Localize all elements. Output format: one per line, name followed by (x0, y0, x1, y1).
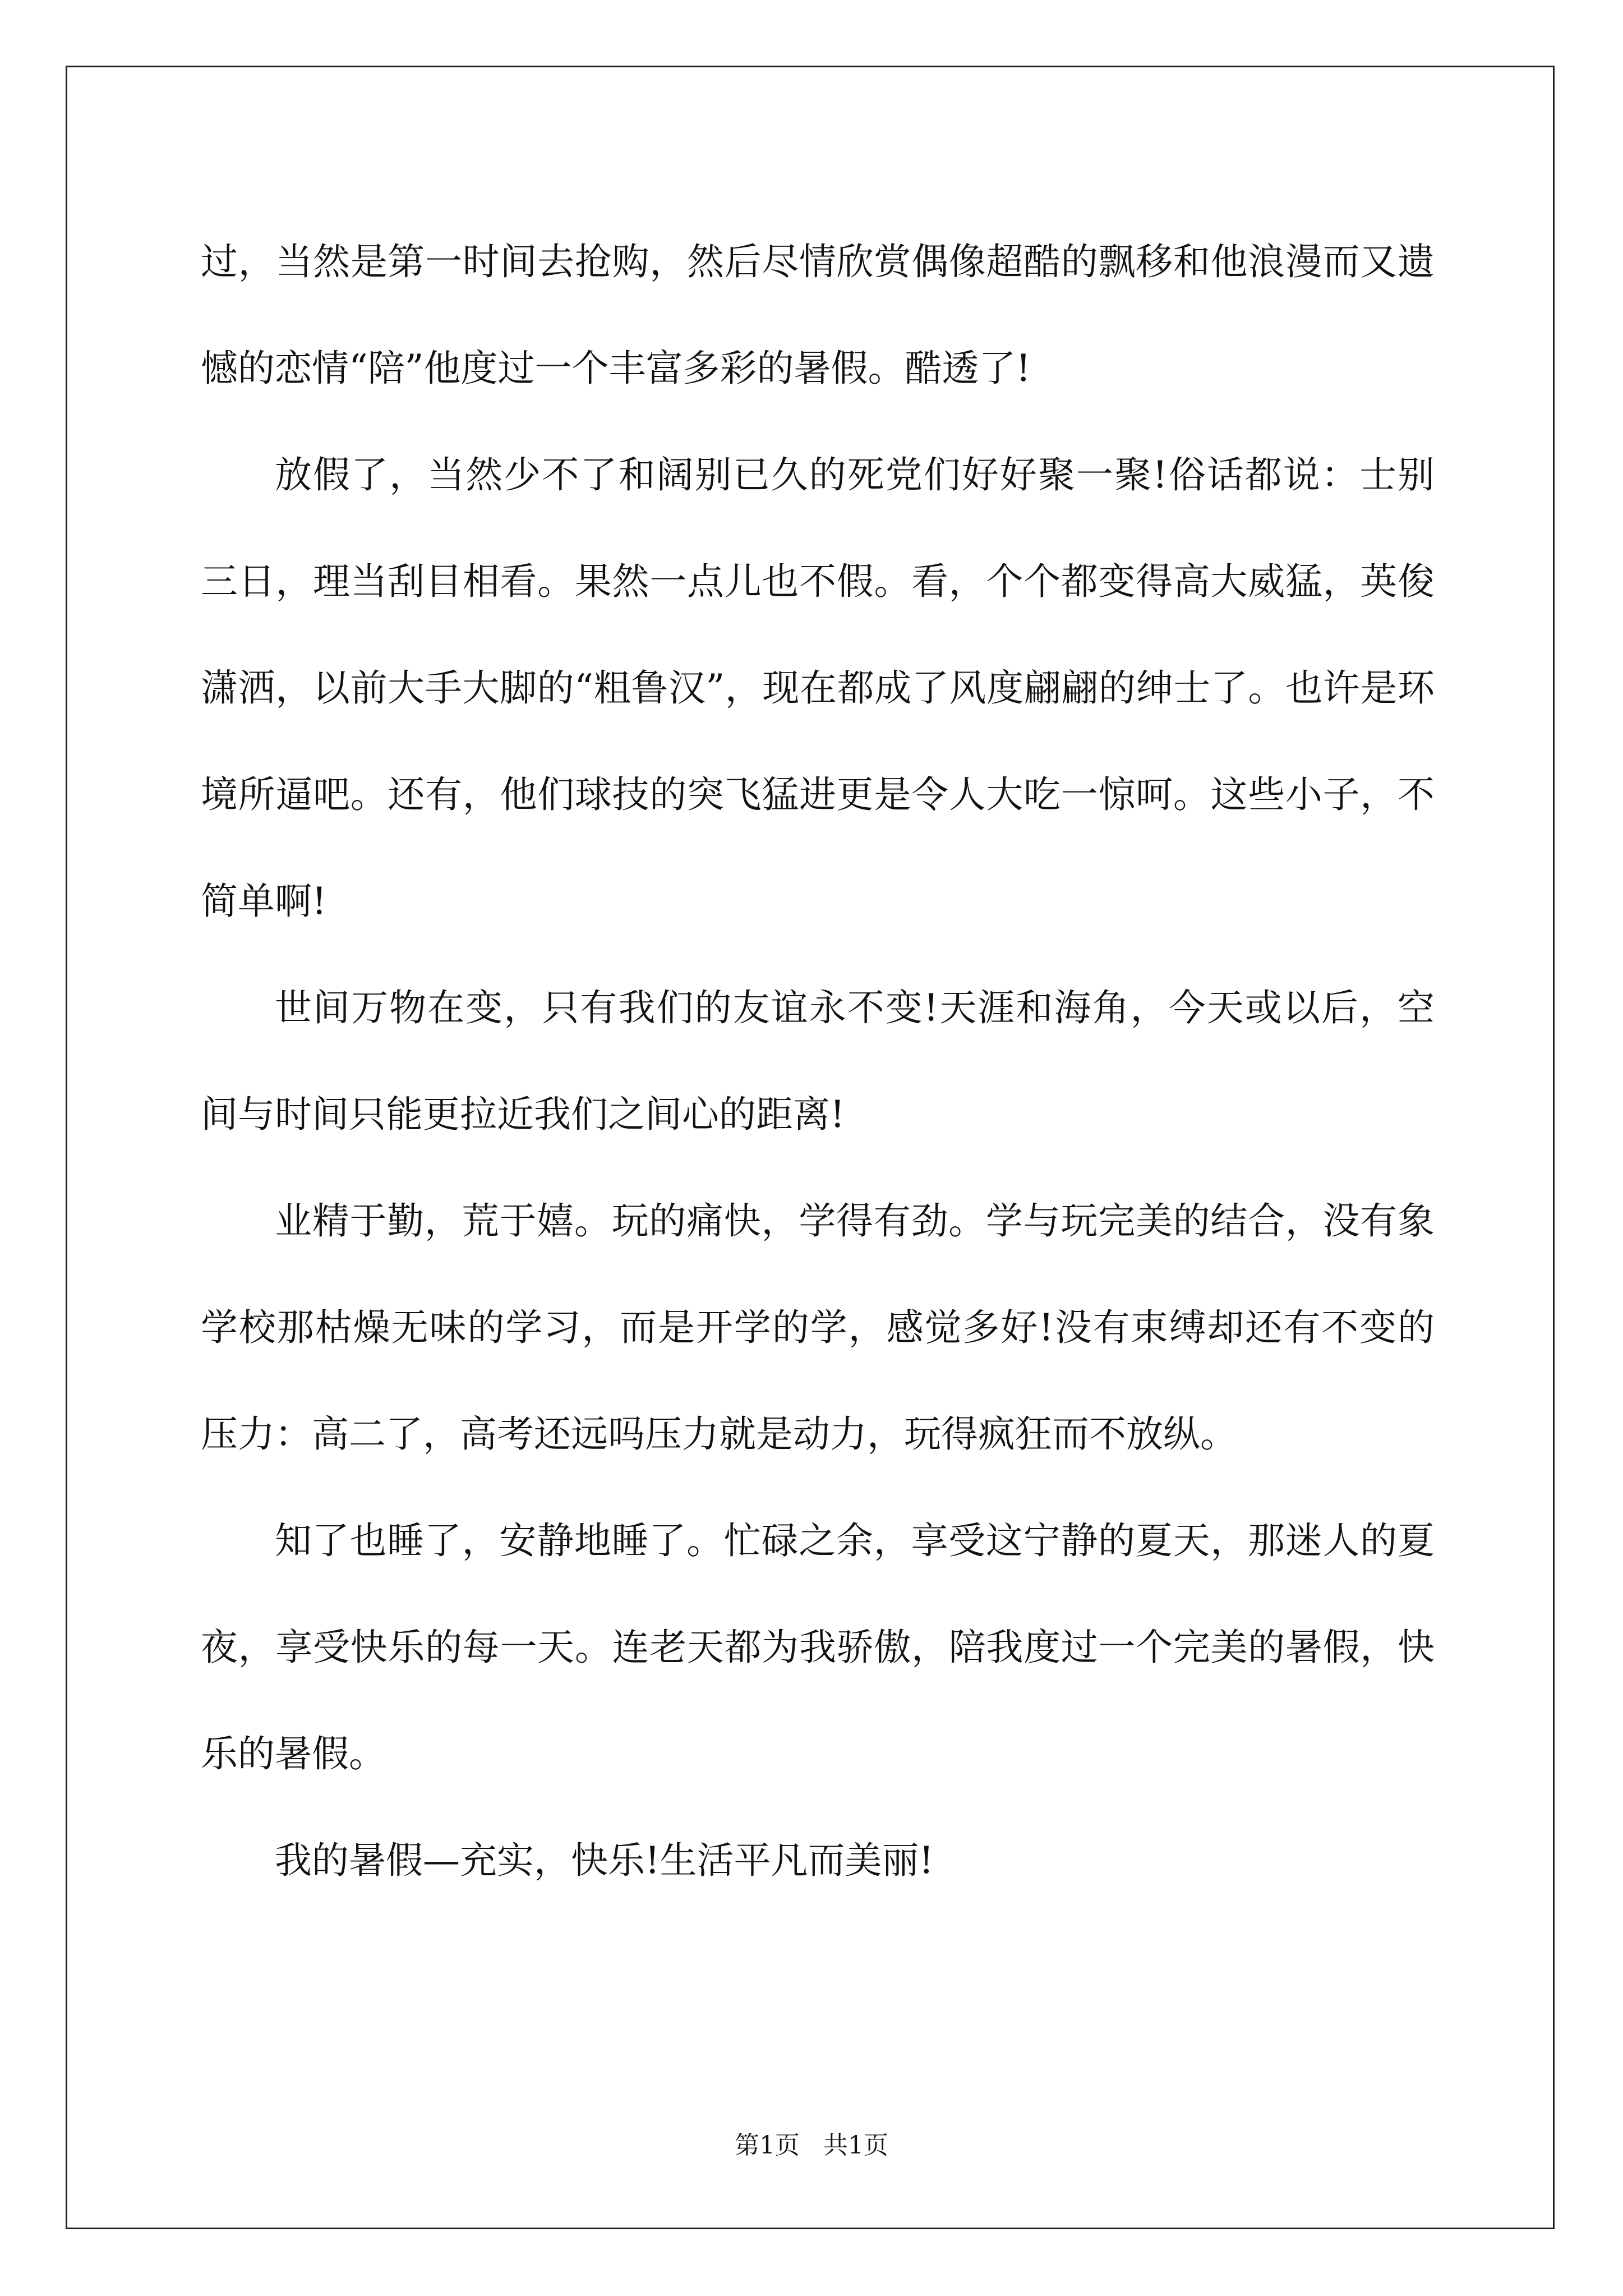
page-number-total: 共1页 (823, 2131, 888, 2160)
document-body (201, 209, 1435, 1914)
paragraph-2: 放假了，当然少不了和阔别已久的死党们好好聚一聚!俗话都说：士别三日，理当刮目相看。果然一点儿也不假。看，个个都变得高大威猛，英俊潇洒，以前大手大脚的“粗鲁汉”，现在都成了风度翩翩的绅士了。也许是环境所逼吧。还有，他们球技的突飞猛进更是令人大吃一惊呵。这些小子，不简单啊! (201, 453, 1435, 923)
paragraph-4: 业精于勤，荒于嬉。玩的痛快，学得有劲。学与玩完美的结合，没有象学校那枯燥无味的学习，而是开学的学，感觉多好!没有束缚却还有不变的压力：高二了，高考还远吗压力就是动力，玩得疯狂而不放纵。 (201, 1199, 1435, 1456)
page-number-current: 第1页 (735, 2131, 800, 2160)
paragraph-5: 知了也睡了，安静地睡了。忙碌之余，享受这宁静的夏天，那迷人的夏夜，享受快乐的每一天。连老天都为我骄傲，陪我度过一个完美的暑假，快乐的暑假。 (201, 1519, 1435, 1775)
page-footer (0, 2125, 1623, 2161)
paragraph-6: 我的暑假—充实，快乐!生活平凡而美丽! (275, 1839, 934, 1882)
paragraph-1: 过，当然是第一时间去抢购，然后尽情欣赏偶像超酷的飘移和他浪漫而又遗憾的恋情“陪”他度过一个丰富多彩的暑假。酷透了! (201, 240, 1435, 390)
paragraph-3: 世间万物在变，只有我们的友谊永不变!天涯和海角，今天或以后，空间与时间只能更拉近我们之间心的距离! (201, 986, 1435, 1136)
